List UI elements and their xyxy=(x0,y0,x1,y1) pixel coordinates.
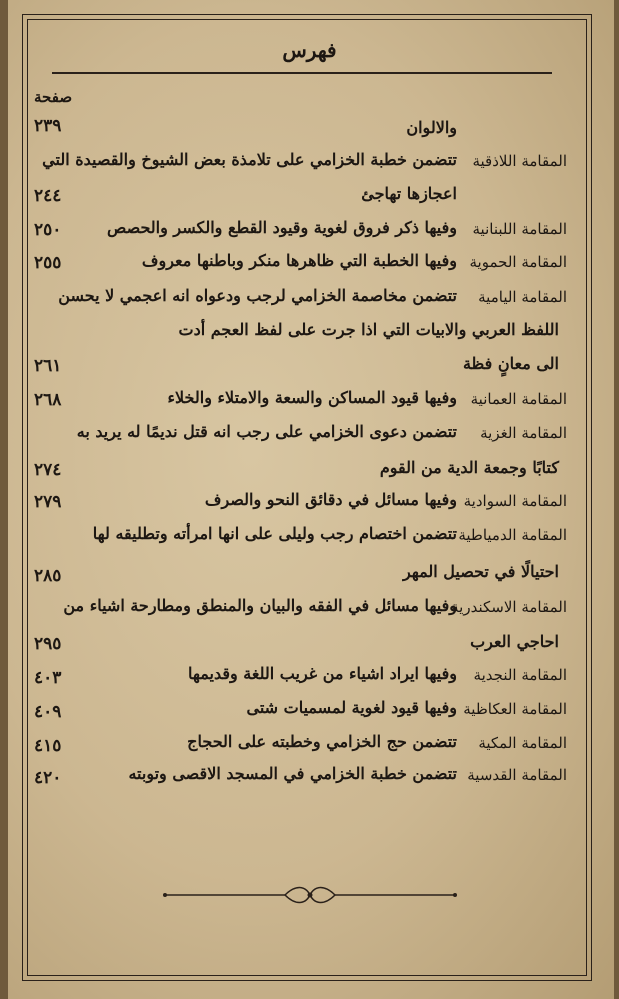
entry-description: اعجازها تهاجئ xyxy=(361,184,457,203)
entry-page-number: ٢٧٩ xyxy=(34,492,62,512)
entry-description: وفيها مسائل في الفقه والبيان والمنطق ومطارحة اشياء من xyxy=(63,596,457,615)
entry-title: المقامة الاسكندرية xyxy=(451,598,567,616)
entry-description: والالوان xyxy=(406,118,457,137)
entry-title: المقامة اليامية xyxy=(478,288,567,306)
entry-description: وفيها ايراد اشياء من غريب اللغة وقديمها xyxy=(188,664,457,683)
entry-description: تتضمن اختصام رجب وليلى على انها امرأته وتطليقه لها xyxy=(92,524,457,543)
entry-page-number: ٢٩٥ xyxy=(34,634,62,654)
entry-description: تتضمن حج الخزامي وخطبته على الحجاج xyxy=(187,732,457,751)
entry-page-number: ٢٦٨ xyxy=(34,390,62,410)
entry-title: المقامة القدسية xyxy=(467,766,567,784)
entry-title: المقامة النجدية xyxy=(473,666,567,684)
entry-page-number: ٢٥٠ xyxy=(34,220,62,240)
entry-title: المقامة الحموية xyxy=(469,253,567,271)
entry-description: اللفظ العربي والابيات التي اذا جرت على لفظ العجم أدت xyxy=(178,320,559,339)
entry-title: المقامة اللبنانية xyxy=(472,220,567,238)
entry-title: المقامة اللاذقية xyxy=(472,152,567,170)
entry-description: الى معانٍ فظة xyxy=(462,354,559,373)
entry-description: وفيها مسائل في دقائق النحو والصرف xyxy=(204,490,457,509)
header-rule xyxy=(52,72,552,74)
entry-description: تتضمن مخاصمة الخزامي لرجب ودعواه انه اعجمي لا يحسن xyxy=(58,286,457,305)
entry-description: تتضمن دعوى الخزامي على رجب انه قتل نديمًا له يريد به xyxy=(76,422,457,441)
entry-description: تتضمن خطبة الخزامي في المسجد الاقصى وتوبته xyxy=(128,764,457,783)
page-column-label: صفحة xyxy=(34,88,73,106)
entry-title: المقامة الدمياطية xyxy=(458,526,567,544)
entry-page-number: ٤٠٣ xyxy=(34,668,62,688)
entry-description: كتابًا وجمعة الدية من القوم xyxy=(379,458,559,477)
entry-description: احاجي العرب xyxy=(470,632,559,651)
entry-page-number: ٢٥٥ xyxy=(34,253,62,273)
ornament-divider xyxy=(160,880,460,910)
entry-title: المقامة الغزية xyxy=(480,424,567,442)
entry-page-number: ٤١٥ xyxy=(34,736,62,756)
entry-page-number: ٢٦١ xyxy=(34,356,62,376)
entry-description: وفيها قيود المساكن والسعة والامتلاء والخلاء xyxy=(167,388,457,407)
entry-title: المقامة المكية xyxy=(478,734,567,752)
entry-title: المقامة العمانية xyxy=(470,390,567,408)
entry-description: تتضمن خطبة الخزامي على تلامذة بعض الشيوخ والقصيدة التي xyxy=(42,150,457,169)
entry-description: وفيها قيود لغوية لمسميات شتى xyxy=(246,698,457,717)
entry-description: احتيالًا في تحصيل المهر xyxy=(402,562,559,581)
entry-page-number: ٤٢٠ xyxy=(34,768,62,788)
entry-page-number: ٤٠٩ xyxy=(34,702,62,722)
entry-title: المقامة السوادية xyxy=(463,492,567,510)
page-title: فهرس xyxy=(282,38,337,62)
entry-title: المقامة العكاظية xyxy=(463,700,567,718)
entry-page-number: ٢٨٥ xyxy=(34,566,62,586)
entry-page-number: ٢٧٤ xyxy=(34,460,62,480)
entry-page-number: ٢٤٤ xyxy=(34,186,62,206)
entry-description: وفيها الخطبة التي ظاهرها منكر وباطنها معروف xyxy=(141,251,457,270)
entry-description: وفيها ذكر فروق لغوية وقيود القطع والكسر والحصص xyxy=(106,218,457,237)
entry-page-number: ٢٣٩ xyxy=(34,116,62,136)
